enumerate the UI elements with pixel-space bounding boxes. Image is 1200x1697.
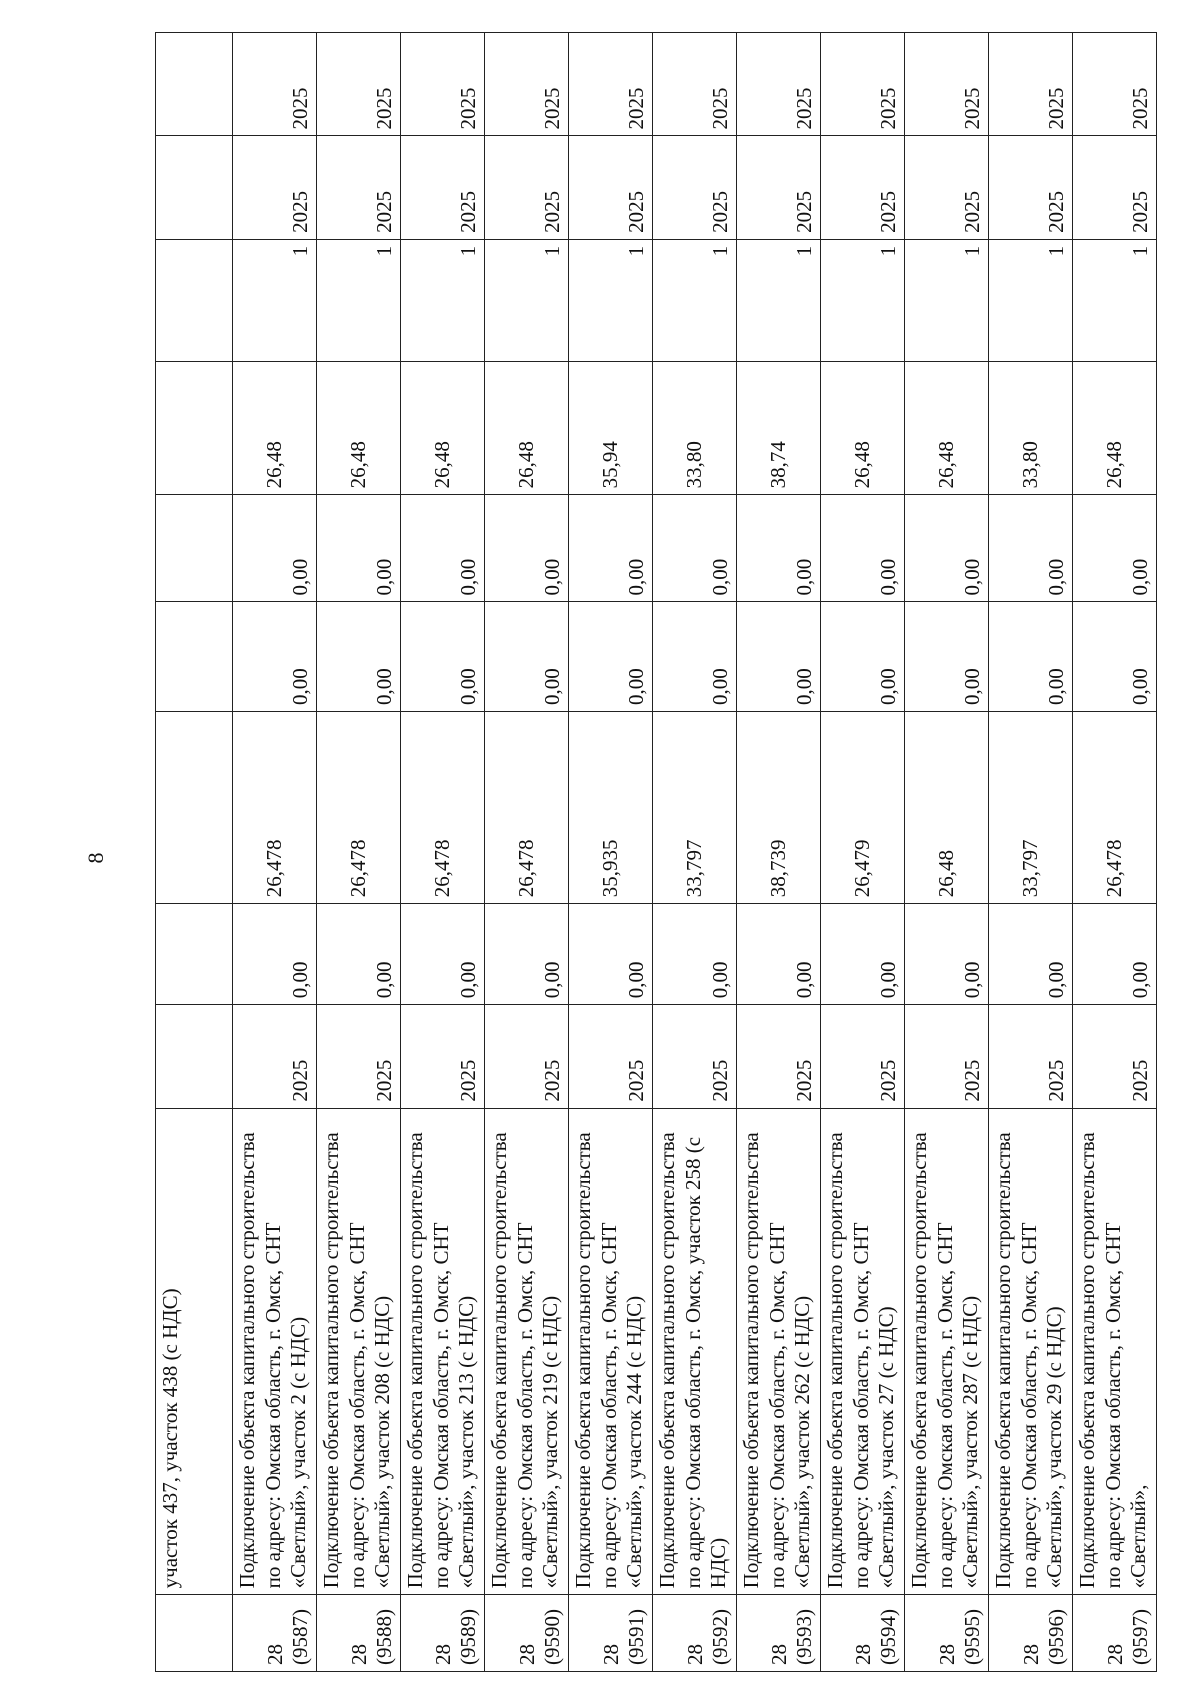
row-number: 28	[430, 1644, 455, 1665]
investment-table	[155, 32, 1157, 1672]
total-value-cell: 26,48	[821, 361, 905, 495]
value-cell: 0,00	[737, 495, 821, 602]
empty-cell	[156, 239, 233, 361]
table-row	[821, 33, 905, 1672]
empty-cell	[156, 904, 233, 1005]
value-cell: 0,00	[317, 602, 401, 712]
empty-cell	[156, 361, 233, 495]
value-cell: 0,00	[485, 904, 569, 1005]
start-year-cell: 2025	[989, 1005, 1073, 1108]
description-cell: Подключение объекта капитального строительства по адресу: Омская область, г. Омск, СНТ «Светлый»,	[1073, 1108, 1157, 1595]
row-number-cell	[737, 1595, 821, 1672]
row-number-cell	[653, 1595, 737, 1672]
empty-cell	[156, 495, 233, 602]
year-cell: 2025	[905, 33, 989, 136]
year-cell: 2025	[989, 33, 1073, 136]
row-number: 28	[682, 1644, 707, 1665]
value-cell: 38,739	[737, 711, 821, 903]
row-code: (9596)	[1044, 1609, 1069, 1665]
value-cell: 0,00	[905, 495, 989, 602]
start-year-cell: 2025	[821, 1005, 905, 1108]
row-description-cell: участок 437, участок 438 (с НДС)	[156, 1108, 233, 1595]
year-cell: 2025	[569, 33, 653, 136]
quantity-cell: 1	[905, 239, 989, 361]
value-cell: 0,00	[737, 602, 821, 712]
empty-cell	[156, 136, 233, 239]
value-cell: 26,478	[1073, 711, 1157, 903]
value-cell: 26,478	[233, 711, 317, 903]
table-body	[156, 33, 1157, 1672]
year-cell: 2025	[821, 136, 905, 239]
year-cell: 2025	[401, 33, 485, 136]
total-value-cell: 26,48	[485, 361, 569, 495]
row-number: 28	[262, 1644, 287, 1665]
quantity-cell: 1	[737, 239, 821, 361]
quantity-cell: 1	[317, 239, 401, 361]
year-cell: 2025	[737, 136, 821, 239]
total-value-cell: 26,48	[1073, 361, 1157, 495]
start-year-cell: 2025	[1073, 1005, 1157, 1108]
page-number: 8	[83, 852, 108, 864]
value-cell: 0,00	[821, 602, 905, 712]
year-cell: 2025	[401, 136, 485, 239]
start-year-cell: 2025	[737, 1005, 821, 1108]
value-cell: 26,478	[485, 711, 569, 903]
quantity-cell: 1	[233, 239, 317, 361]
row-code: (9593)	[792, 1609, 817, 1665]
value-cell: 26,478	[317, 711, 401, 903]
description-cell: Подключение объекта капитального строительства по адресу: Омская область, г. Омск, СНТ «Светлый», участок 2 (с НДС)	[233, 1108, 317, 1595]
value-cell: 0,00	[485, 602, 569, 712]
value-cell: 0,00	[1073, 904, 1157, 1005]
row-number: 28	[766, 1644, 791, 1665]
row-number: 28	[850, 1644, 875, 1665]
row-number: 28	[346, 1644, 371, 1665]
start-year-cell: 2025	[233, 1005, 317, 1108]
total-value-cell: 33,80	[989, 361, 1073, 495]
value-cell: 0,00	[653, 904, 737, 1005]
table-row	[989, 33, 1073, 1672]
total-value-cell: 33,80	[653, 361, 737, 495]
quantity-cell: 1	[821, 239, 905, 361]
row-code: (9592)	[708, 1609, 733, 1665]
value-cell: 0,00	[989, 602, 1073, 712]
empty-cell	[156, 1005, 233, 1108]
quantity-cell: 1	[401, 239, 485, 361]
quantity-cell: 1	[485, 239, 569, 361]
row-number-cell	[905, 1595, 989, 1672]
row-code: (9588)	[372, 1609, 397, 1665]
value-cell: 0,00	[989, 904, 1073, 1005]
start-year-cell: 2025	[317, 1005, 401, 1108]
table-row	[569, 33, 653, 1672]
table-row	[737, 33, 821, 1672]
table-row	[317, 33, 401, 1672]
row-number: 28	[1018, 1644, 1043, 1665]
start-year-cell: 2025	[485, 1005, 569, 1108]
year-cell: 2025	[989, 136, 1073, 239]
row-number-cell	[317, 1595, 401, 1672]
value-cell: 35,935	[569, 711, 653, 903]
description-cell: Подключение объекта капитального строительства по адресу: Омская область, г. Омск, СНТ «Светлый», участок 262 (с НДС)	[737, 1108, 821, 1595]
year-cell: 2025	[1073, 136, 1157, 239]
row-number-cell	[485, 1595, 569, 1672]
value-cell: 0,00	[905, 602, 989, 712]
value-cell: 0,00	[401, 495, 485, 602]
total-value-cell: 26,48	[905, 361, 989, 495]
quantity-cell: 1	[653, 239, 737, 361]
row-number-cell	[821, 1595, 905, 1672]
value-cell: 26,48	[905, 711, 989, 903]
description-cell: Подключение объекта капитального строительства по адресу: Омская область, г. Омск, СНТ «Светлый», участок 27 (с НДС)	[821, 1108, 905, 1595]
value-cell: 0,00	[569, 904, 653, 1005]
total-value-cell: 35,94	[569, 361, 653, 495]
value-cell: 0,00	[905, 904, 989, 1005]
start-year-cell: 2025	[653, 1005, 737, 1108]
description-cell: Подключение объекта капитального строительства по адресу: Омская область, г. Омск, СНТ «Светлый», участок 213 (с НДС)	[401, 1108, 485, 1595]
value-cell: 0,00	[233, 602, 317, 712]
empty-cell	[156, 602, 233, 712]
start-year-cell: 2025	[905, 1005, 989, 1108]
row-number: 28	[598, 1644, 623, 1665]
value-cell: 0,00	[569, 495, 653, 602]
empty-cell	[156, 33, 233, 136]
row-number: 28	[1102, 1644, 1127, 1665]
table-row	[905, 33, 989, 1672]
value-cell: 0,00	[569, 602, 653, 712]
year-cell: 2025	[485, 136, 569, 239]
value-cell: 0,00	[653, 495, 737, 602]
description-cell: Подключение объекта капитального строительства по адресу: Омская область, г. Омск, СНТ «Светлый», участок 208 (с НДС)	[317, 1108, 401, 1595]
row-number-cell	[401, 1595, 485, 1672]
year-cell: 2025	[317, 136, 401, 239]
value-cell: 0,00	[401, 602, 485, 712]
value-cell: 33,797	[989, 711, 1073, 903]
description-cell: Подключение объекта капитального строительства по адресу: Омская область, г. Омск, СНТ «Светлый», участок 29 (с НДС)	[989, 1108, 1073, 1595]
value-cell: 0,00	[821, 904, 905, 1005]
value-cell: 0,00	[317, 495, 401, 602]
row-number-cell	[989, 1595, 1073, 1672]
value-cell: 0,00	[233, 495, 317, 602]
description-cell: Подключение объекта капитального строительства по адресу: Омская область, г. Омск, участок 258 (с НДС)	[653, 1108, 737, 1595]
row-code: (9594)	[876, 1609, 901, 1665]
year-cell: 2025	[653, 136, 737, 239]
total-value-cell: 26,48	[317, 361, 401, 495]
value-cell: 0,00	[653, 602, 737, 712]
quantity-cell: 1	[1073, 239, 1157, 361]
row-number-cell	[233, 1595, 317, 1672]
table-row	[401, 33, 485, 1672]
year-cell: 2025	[233, 33, 317, 136]
value-cell: 0,00	[485, 495, 569, 602]
row-number: 28	[934, 1644, 959, 1665]
row-number-cell	[569, 1595, 653, 1672]
start-year-cell: 2025	[401, 1005, 485, 1108]
row-number-cell	[1073, 1595, 1157, 1672]
description-cell: Подключение объекта капитального строительства по адресу: Омская область, г. Омск, СНТ «Светлый», участок 287 (с НДС)	[905, 1108, 989, 1595]
year-cell: 2025	[653, 33, 737, 136]
table-row	[653, 33, 737, 1672]
description-cell: Подключение объекта капитального строительства по адресу: Омская область, г. Омск, СНТ «Светлый», участок 219 (с НДС)	[485, 1108, 569, 1595]
total-value-cell: 26,48	[233, 361, 317, 495]
row-code: (9597)	[1128, 1609, 1153, 1665]
year-cell: 2025	[1073, 33, 1157, 136]
quantity-cell: 1	[569, 239, 653, 361]
year-cell: 2025	[569, 136, 653, 239]
table-row	[1073, 33, 1157, 1672]
value-cell: 26,478	[401, 711, 485, 903]
value-cell: 33,797	[653, 711, 737, 903]
quantity-cell: 1	[989, 239, 1073, 361]
row-number: 28	[514, 1644, 539, 1665]
empty-cell	[156, 711, 233, 903]
start-year-cell: 2025	[569, 1005, 653, 1108]
total-value-cell: 38,74	[737, 361, 821, 495]
table-row	[233, 33, 317, 1672]
value-cell: 0,00	[1073, 602, 1157, 712]
year-cell: 2025	[737, 33, 821, 136]
value-cell: 0,00	[989, 495, 1073, 602]
year-cell: 2025	[821, 33, 905, 136]
value-cell: 0,00	[317, 904, 401, 1005]
value-cell: 26,479	[821, 711, 905, 903]
value-cell: 0,00	[233, 904, 317, 1005]
value-cell: 0,00	[737, 904, 821, 1005]
table-row	[485, 33, 569, 1672]
row-number-cell	[156, 1595, 233, 1672]
total-value-cell: 26,48	[401, 361, 485, 495]
year-cell: 2025	[233, 136, 317, 239]
year-cell: 2025	[905, 136, 989, 239]
year-cell: 2025	[317, 33, 401, 136]
row-code: (9587)	[288, 1609, 313, 1665]
value-cell: 0,00	[1073, 495, 1157, 602]
row-code: (9590)	[540, 1609, 565, 1665]
year-cell: 2025	[485, 33, 569, 136]
row-code: (9591)	[624, 1609, 649, 1665]
value-cell: 0,00	[821, 495, 905, 602]
row-code: (9595)	[960, 1609, 985, 1665]
description-cell: Подключение объекта капитального строительства по адресу: Омская область, г. Омск, СНТ «Светлый», участок 244 (с НДС)	[569, 1108, 653, 1595]
value-cell: 0,00	[401, 904, 485, 1005]
table-row-continuation	[156, 33, 233, 1672]
row-code: (9589)	[456, 1609, 481, 1665]
